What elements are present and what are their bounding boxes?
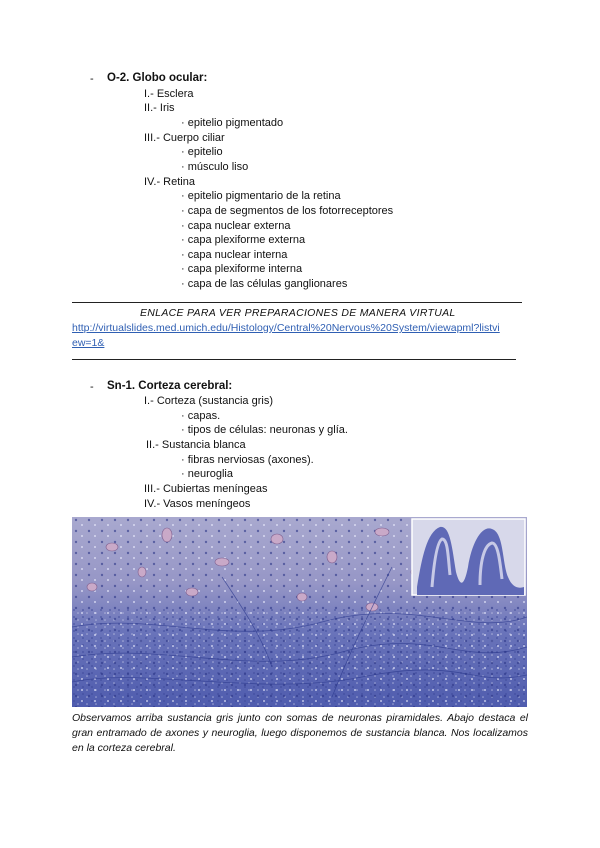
list-item: I.- Esclera xyxy=(144,88,194,100)
list-item: · capa nuclear externa xyxy=(181,220,291,232)
histology-image xyxy=(72,517,527,707)
list-item: I.- Corteza (sustancia gris) xyxy=(144,395,273,407)
divider-top xyxy=(72,302,522,303)
list-item: · neuroglia xyxy=(181,468,233,480)
virtual-slides-link-cont[interactable]: ew=1& xyxy=(72,337,105,349)
section1-bullet: - xyxy=(90,73,94,85)
list-item: · capa nuclear interna xyxy=(181,249,288,261)
section1-title: O-2. Globo ocular: xyxy=(107,72,208,84)
list-item: · músculo liso xyxy=(181,161,249,173)
list-item: II.- Sustancia blanca xyxy=(146,439,246,451)
list-item: · capas. xyxy=(181,410,221,422)
list-item: · epitelio pigmentado xyxy=(181,117,284,129)
divider-bottom xyxy=(72,359,516,360)
list-item: III.- Cuerpo ciliar xyxy=(144,132,225,144)
list-item: · tipos de células: neuronas y glía. xyxy=(181,424,348,436)
list-item: · capa de segmentos de los fotorreceptores xyxy=(181,205,394,217)
list-item: IV.- Vasos meníngeos xyxy=(144,498,251,510)
list-item: · capa plexiforme externa xyxy=(181,234,306,246)
list-item: II.- Iris xyxy=(144,102,175,114)
section2-bullet: - xyxy=(90,381,94,393)
section2-title: Sn-1. Corteza cerebral: xyxy=(107,380,233,392)
list-item: · fibras nerviosas (axones). xyxy=(181,454,314,466)
list-item: · epitelio xyxy=(181,146,223,158)
list-item: III.- Cubiertas meníngeas xyxy=(144,483,268,495)
link-heading: ENLACE PARA VER PREPARACIONES DE MANERA VIRTUAL xyxy=(140,307,456,319)
image-caption: Observamos arriba sustancia gris junto con somas de neuronas piramidales. Abajo destaca el gran entramado de axones y neuroglia, luego disponemos de sustancia blanca. Nos localizamos en la corteza cerebral. xyxy=(72,712,528,754)
list-item: · epitelio pigmentario de la retina xyxy=(181,190,341,202)
virtual-slides-link[interactable]: http://virtualslides.med.umich.edu/Histology/Central%20Nervous%20System/viewapml?listvi xyxy=(72,322,500,334)
list-item: IV.- Retina xyxy=(144,176,195,188)
list-item: · capa de las células ganglionares xyxy=(181,278,348,290)
list-item: · capa plexiforme interna xyxy=(181,263,303,275)
